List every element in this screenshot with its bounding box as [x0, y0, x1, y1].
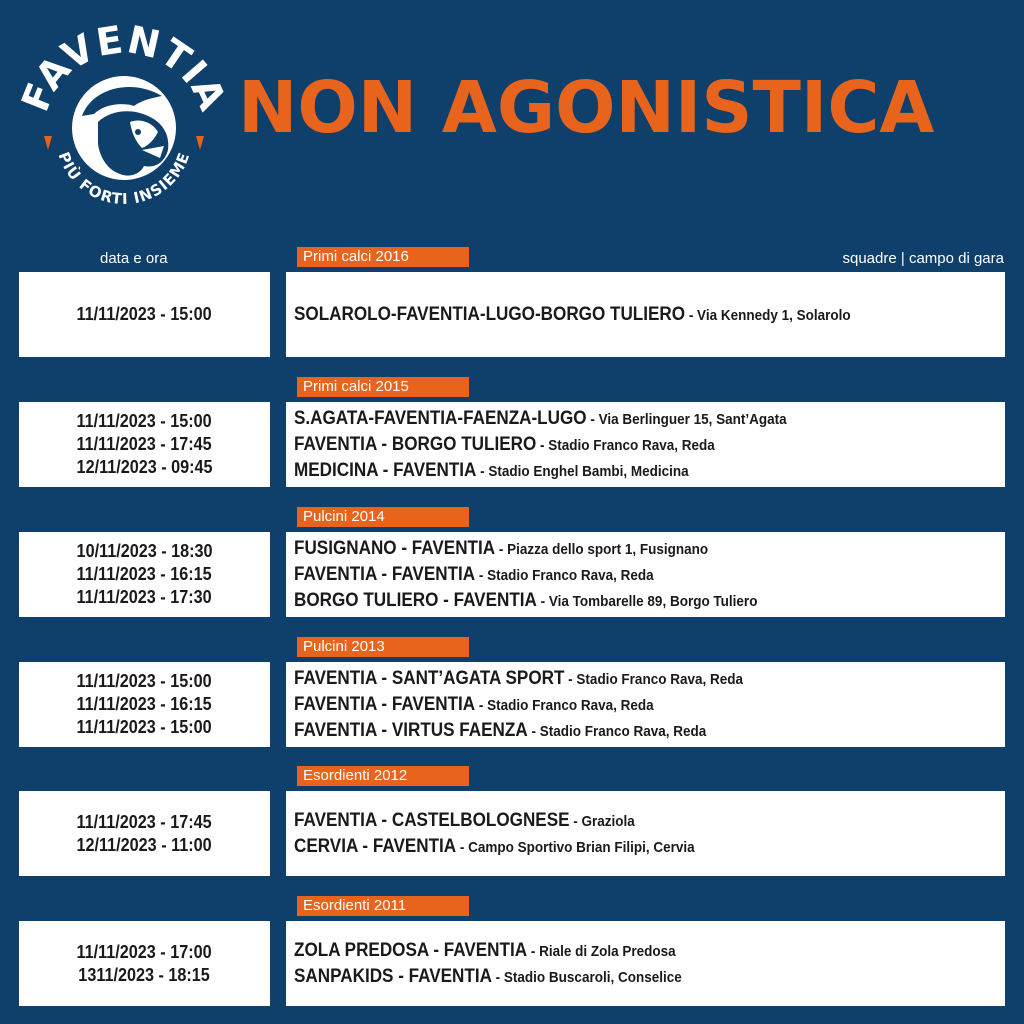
match-teams: FAVENTIA - BORGO TULIERO: [294, 433, 537, 455]
match-teams: MEDICINA - FAVENTIA: [294, 459, 477, 481]
faventia-logo-graphic: [14, 18, 224, 228]
match-venue: - Piazza dello sport 1, Fusignano: [495, 540, 709, 558]
logo-name-text: FAVENTI: [14, 18, 217, 118]
match-box: [286, 402, 1005, 487]
match-venue: - Stadio Franco Rava, Reda: [527, 722, 707, 740]
match-datetime: 11/11/2023 - 15:00: [76, 671, 213, 691]
match-datetime: 11/11/2023 - 17:00: [76, 941, 213, 962]
match-teams: BORGO TULIERO - FAVENTIA: [294, 589, 537, 611]
match-venue: - Via Kennedy 1, Solarolo: [685, 306, 851, 324]
match-box: [286, 791, 1005, 876]
match-row: [294, 562, 934, 588]
match-teams: FUSIGNANO - FAVENTIA: [294, 537, 496, 559]
logo-motto-text: PIÙ FORTI INSIEME: [54, 149, 194, 209]
match-teams: FAVENTIA - FAVENTIA: [294, 563, 476, 585]
category-tag: Pulcini 2014: [297, 507, 469, 527]
datetime-box: [19, 921, 270, 1006]
match-datetime: 11/11/2023 - 17:45: [76, 811, 213, 832]
datetime-box: [19, 402, 270, 487]
match-datetime: 11/11/2023 - 17:30: [76, 587, 213, 607]
match-venue: - Stadio Franco Rava, Reda: [475, 566, 654, 584]
match-venue: - Riale di Zola Predosa: [527, 942, 676, 960]
match-venue: - Stadio Buscaroli, Conselice: [491, 968, 682, 986]
datetime-box: [19, 791, 270, 876]
category-tag: Esordienti 2012: [297, 766, 469, 786]
match-venue: - Via Tombarelle 89, Borgo Tuliero: [536, 592, 758, 610]
date-column-header: data e ora: [100, 250, 168, 267]
match-row: [294, 666, 934, 692]
match-teams: SANPAKIDS - FAVENTIA: [294, 965, 492, 987]
match-venue: - Graziola: [569, 812, 635, 830]
match-row: [294, 718, 934, 744]
match-row: [294, 536, 934, 562]
match-datetime: 1311/2023 - 18:15: [78, 964, 211, 985]
match-row: [294, 588, 934, 614]
match-teams: SOLAROLO-FAVENTIA-LUGO-BORGO TULIERO: [294, 303, 686, 325]
match-venue: - Campo Sportivo Brian Filipi, Cervia: [456, 838, 695, 856]
match-datetime: 11/11/2023 - 16:15: [76, 564, 213, 584]
match-venue: - Stadio Franco Rava, Reda: [564, 670, 743, 688]
match-datetime: 11/11/2023 - 17:45: [76, 434, 213, 454]
match-datetime: 11/11/2023 - 15:00: [76, 304, 213, 324]
match-venue: - Via Berlinguer 15, Sant’Agata: [586, 410, 787, 428]
match-teams: FAVENTIA - SANT’AGATA SPORT: [294, 667, 565, 689]
match-venue: - Stadio Franco Rava, Reda: [536, 436, 715, 454]
match-row: [294, 458, 934, 484]
match-teams: FAVENTIA - FAVENTIA: [294, 693, 476, 715]
datetime-box: [19, 532, 270, 617]
match-datetime: 10/11/2023 - 18:30: [76, 541, 213, 561]
datetime-box: [19, 662, 270, 747]
match-teams: S.AGATA-FAVENTIA-FAENZA-LUGO: [294, 407, 587, 429]
match-row: [294, 938, 934, 964]
match-datetime: 11/11/2023 - 15:00: [76, 717, 213, 737]
category-tag: Pulcini 2013: [297, 637, 469, 657]
page-title: NON AGONISTICA: [238, 66, 935, 149]
match-teams: ZOLA PREDOSA - FAVENTIA: [294, 939, 528, 961]
match-box: [286, 532, 1005, 617]
match-datetime: 12/11/2023 - 11:00: [76, 834, 213, 855]
match-box: [286, 272, 1005, 357]
match-box: [286, 921, 1005, 1006]
match-teams: FAVENTIA - VIRTUS FAENZA: [294, 719, 528, 741]
category-tag: Primi calci 2015: [297, 377, 469, 397]
match-box: [286, 662, 1005, 747]
match-row: [294, 808, 934, 834]
faventia-logo: [14, 18, 224, 228]
match-row: [294, 302, 934, 328]
match-row: [294, 964, 934, 990]
match-datetime: 11/11/2023 - 15:00: [76, 411, 213, 431]
teams-column-header: squadre | campo di gara: [842, 250, 1004, 267]
match-teams: CERVIA - FAVENTIA: [294, 835, 457, 857]
match-row: [294, 406, 934, 432]
match-venue: - Stadio Franco Rava, Reda: [475, 696, 654, 714]
match-row: [294, 834, 934, 860]
datetime-box: [19, 272, 270, 357]
match-datetime: 12/11/2023 - 09:45: [76, 457, 213, 477]
category-tag: Primi calci 2016: [297, 247, 469, 267]
match-row: [294, 432, 934, 458]
lion-head-icon: [72, 76, 176, 180]
match-teams: FAVENTIA - CASTELBOLOGNESE: [294, 809, 570, 831]
match-datetime: 11/11/2023 - 16:15: [76, 694, 213, 714]
match-row: [294, 692, 934, 718]
match-venue: - Stadio Enghel Bambi, Medicina: [476, 462, 689, 480]
category-tag: Esordienti 2011: [297, 896, 469, 916]
